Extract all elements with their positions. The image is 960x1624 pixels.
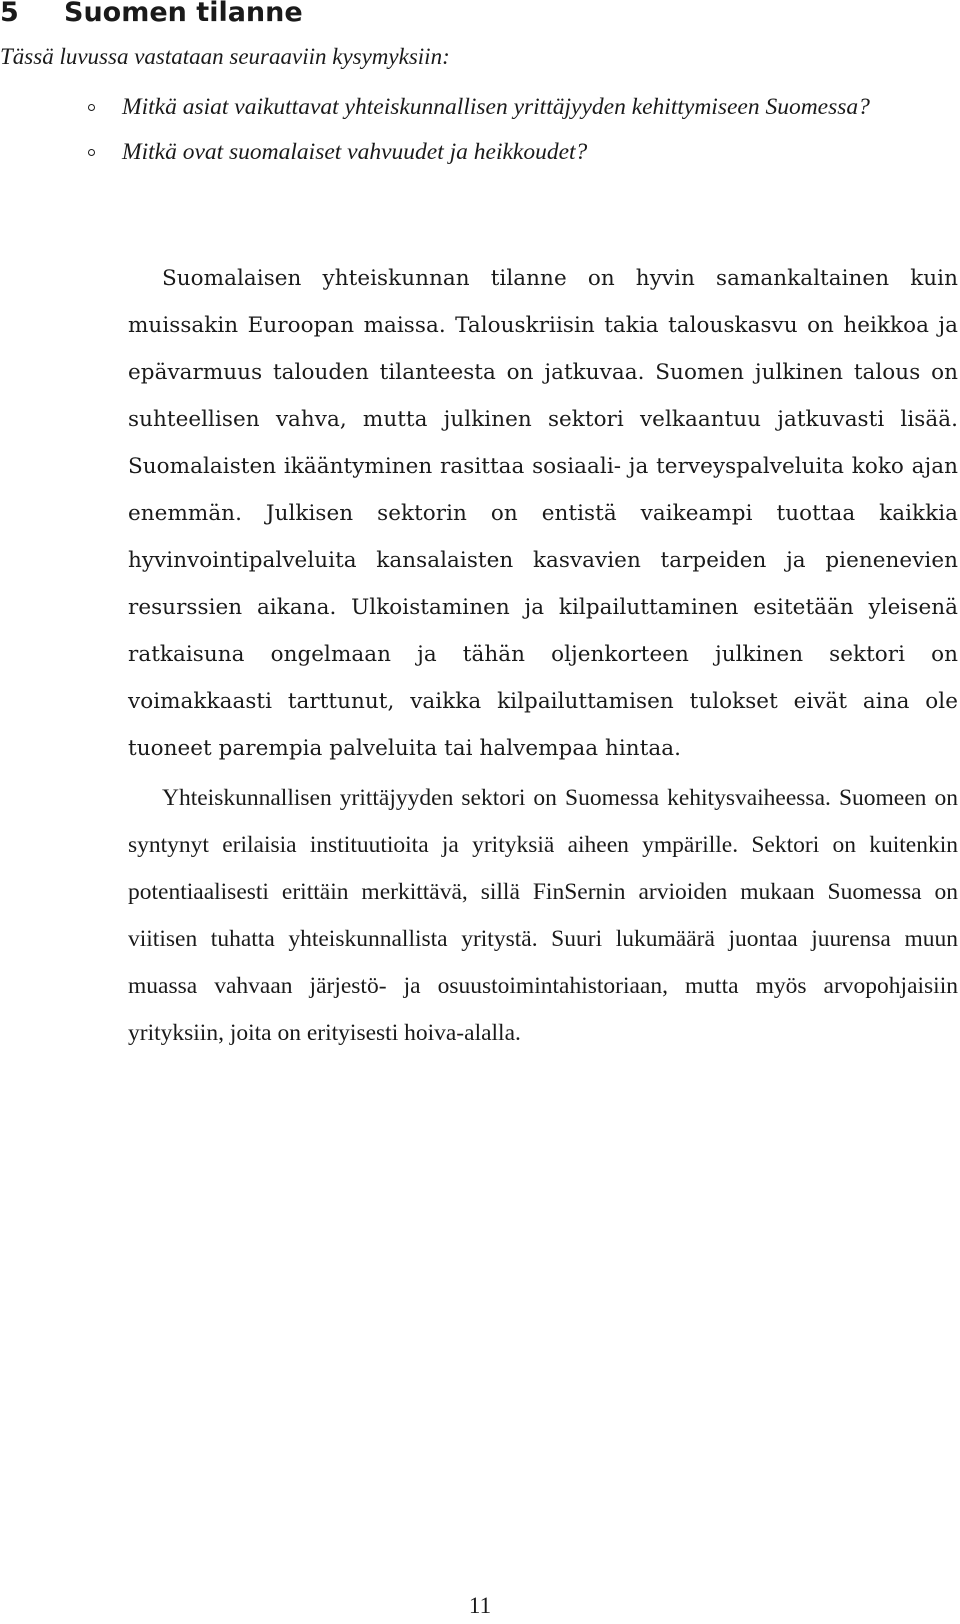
question-text: Mitkä ovat suomalaiset vahvuudet ja heikkoudet? bbox=[122, 139, 588, 165]
circle-bullet-icon bbox=[88, 104, 95, 111]
list-item bbox=[0, 92, 960, 123]
intro-text: Tässä luvussa vastataan seuraaviin kysymyksiin: bbox=[0, 44, 450, 69]
section-number: 5 bbox=[0, 0, 19, 28]
question-text: Mitkä asiat vaikuttavat yhteiskunnallisen yrittäjyyden kehittymiseen Suomessa? bbox=[122, 94, 870, 120]
body-paragraph-2: Yhteiskunnallisen yrittäjyyden sektori on Suomessa kehitysvaiheessa. Suomeen on syntynyt erilaisia instituutioita ja yrityksiä aiheen ympärille. Sektori on kuitenkin potentiaalisesti erittäin merkittävä, sillä FinSernin arvioiden mukaan Suomessa on viitisen tuhatta yhteiskunnallista yritystä. Suuri lukumäärä juontaa juurensa muun muassa vahvaan järjestö- ja osuustoimintahistoriaan, mutta myös arvopohjaisiin yrityksiin, joita on erityisesti hoiva-alalla. bbox=[128, 785, 958, 1046]
list-item bbox=[0, 137, 960, 168]
page-number: 11 bbox=[468, 1593, 492, 1618]
section-title: Suomen tilanne bbox=[64, 0, 303, 28]
body-paragraph-1: Suomalaisen yhteiskunnan tilanne on hyvin samankaltainen kuin muissakin Euroopan maissa. Talouskriisin takia talouskasvu on heikkoa ja epävarmuus talouden tilanteesta on jatkuvaa. Suomen julkinen talous on suhteellisen vahva, mutta julkinen sektori velkaantuu jatkuvasti lisää. Suomalaisten ikääntyminen rasittaa sosiaali- ja terveyspalveluita koko ajan enemmän. Julkisen sektorin on entistä vaikeampi tuottaa kaikkia hyvinvointipalveluita kansalaisten kasvavien tarpeiden ja pienenevien resurssien aikana. Ulkoistaminen ja kilpailuttaminen esitetään yleisenä ratkaisuna ongelmaan ja tähän oljenkorteen julkinen sektori on voimakkaasti tarttunut, vaikka kilpailuttamisen tulokset eivät aina ole tuoneet parempia palveluita tai halvempaa hintaa. bbox=[128, 266, 958, 761]
question-list bbox=[0, 92, 960, 168]
circle-bullet-icon bbox=[88, 149, 95, 156]
section-heading bbox=[0, 0, 303, 30]
